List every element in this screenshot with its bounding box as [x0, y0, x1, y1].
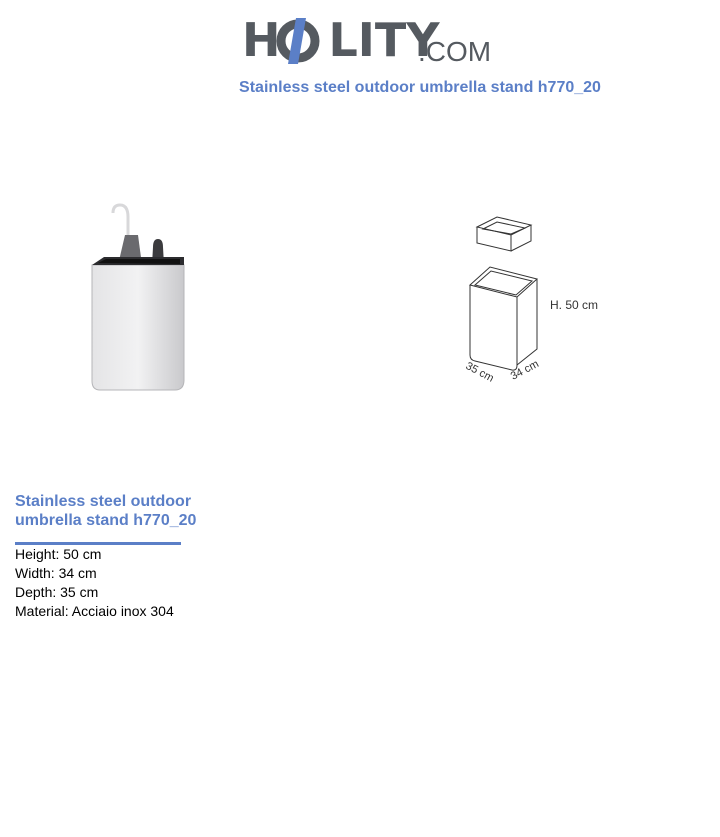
depth-label: 35 cm [463, 360, 496, 385]
logo-domain: .COM [418, 36, 492, 67]
page-title: Stainless steel outdoor umbrella stand h770_20 [239, 79, 601, 96]
spec-material: Material: Acciaio inox 304 [15, 603, 174, 619]
spec-width: Width: 34 cm [15, 565, 97, 581]
spec-depth: Depth: 35 cm [15, 584, 99, 600]
technical-drawing [455, 205, 615, 395]
spec-height: Height: 50 cm [15, 546, 102, 562]
product-photo [80, 195, 195, 395]
logo-o-mark-icon [276, 16, 320, 66]
spec-list [15, 545, 174, 621]
logo-wordmark: H LITY [242, 13, 440, 67]
height-label: H. 50 cm [550, 298, 599, 312]
width-label: 34 cm [508, 357, 541, 383]
product-name: Stainless steel outdoor umbrella stand h770_20 [15, 493, 197, 529]
